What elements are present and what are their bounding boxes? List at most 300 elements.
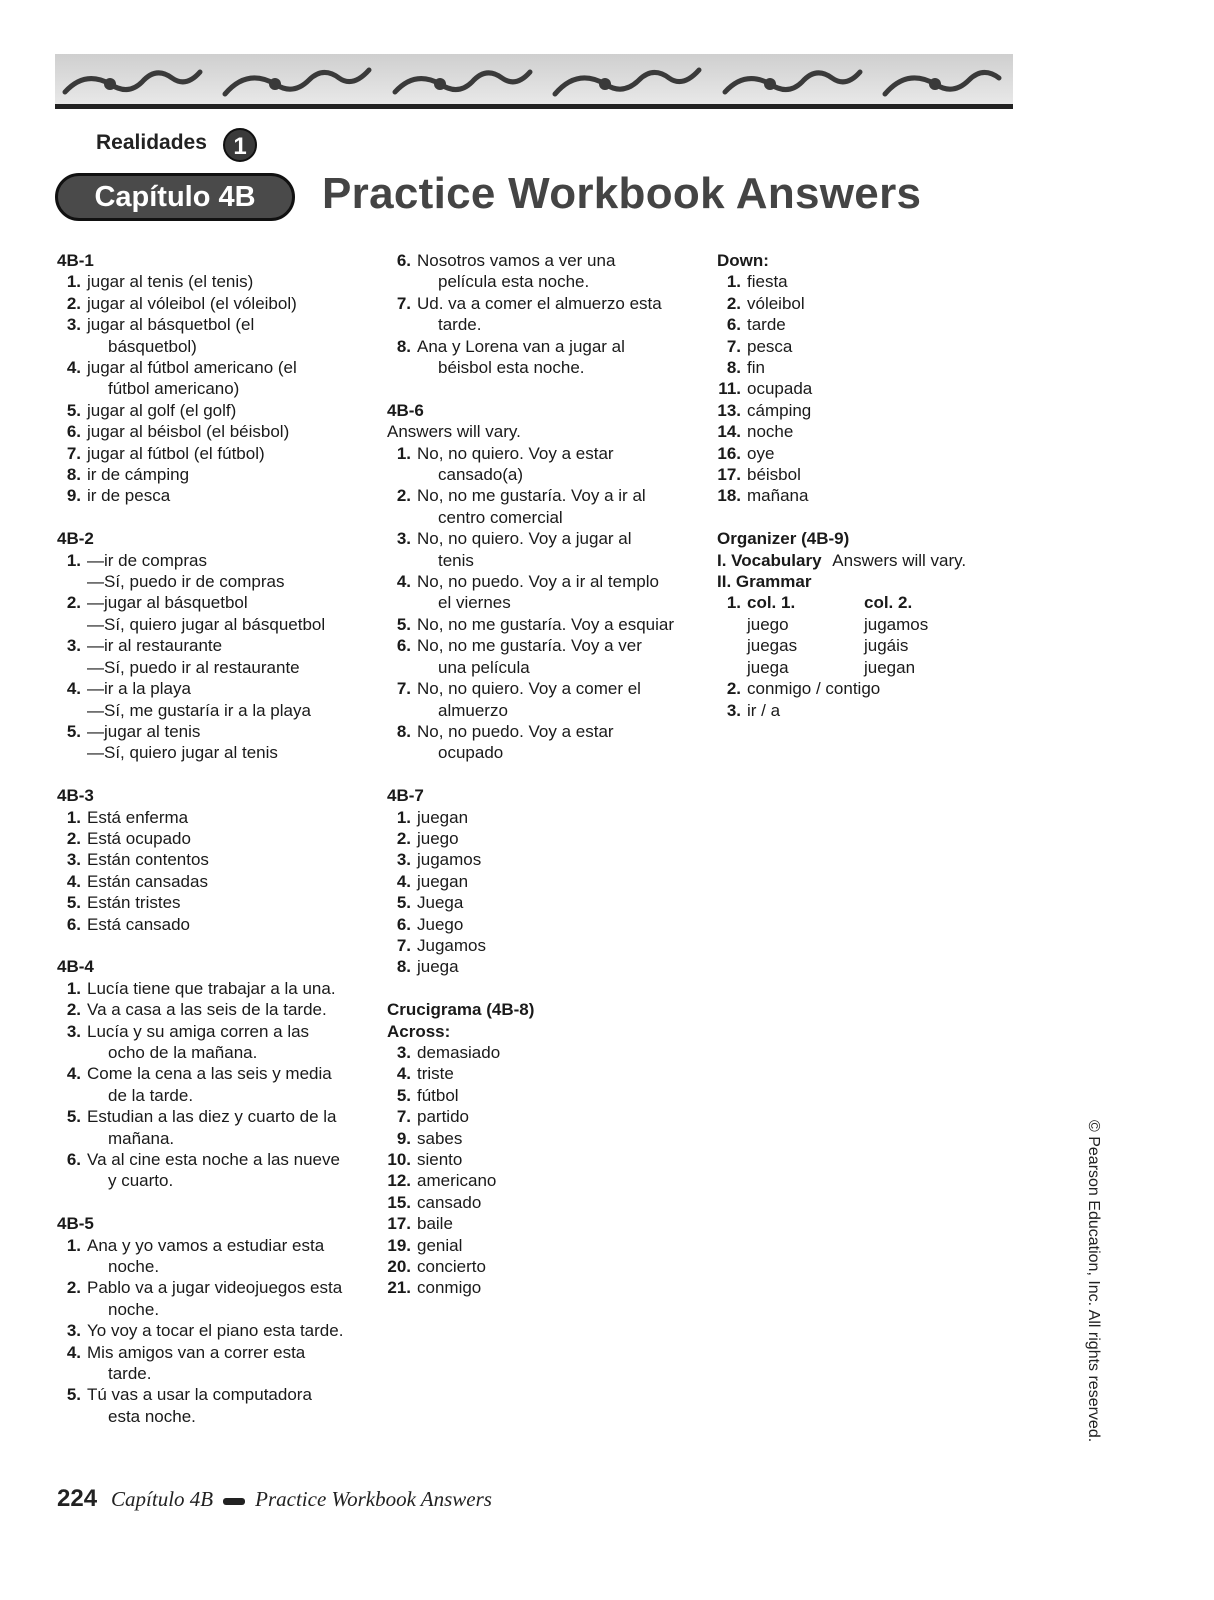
section-organizer (717, 528, 1017, 721)
item-line: Están tristes (87, 893, 181, 913)
item-line: jugar al golf (el golf) (87, 400, 237, 420)
item-line: genial (417, 1235, 463, 1255)
item-line: —Sí, quiero jugar al tenis (87, 743, 278, 763)
item-number: 5. (396, 893, 411, 913)
item-line: fútbol (417, 1085, 459, 1105)
item-number: 15. (387, 1192, 411, 1212)
list-item (717, 421, 1017, 442)
list-item (717, 314, 1017, 335)
item-line: Mis amigos van a correr esta (87, 1342, 306, 1362)
section-heading: 4B-6 (387, 400, 424, 420)
conjugation-col-1: juego (747, 614, 789, 634)
item-line: juega (417, 957, 459, 977)
item-line: Pablo va a jugar videojuegos esta (87, 1278, 343, 1298)
item-line: Lucía tiene que trabajar a la una. (87, 978, 336, 998)
item-number: 1. (66, 978, 81, 998)
vocabulary-label: I. Vocabulary (717, 550, 822, 570)
copyright-notice (1084, 1120, 1104, 1443)
item-line: jugar al fútbol americano (el (87, 358, 297, 378)
answer-list (717, 271, 1017, 506)
item-line: ocho de la mañana. (108, 1042, 258, 1062)
item-number: 10. (387, 1150, 411, 1170)
answer-section (387, 400, 707, 764)
item-number: 1. (396, 807, 411, 827)
item-number: 2. (66, 593, 81, 613)
list-item (717, 485, 1017, 506)
item-number: 1. (66, 1235, 81, 1255)
item-line: noche. (108, 1299, 160, 1319)
list-item (387, 828, 707, 849)
chapter-label: Capítulo 4B (55, 173, 295, 221)
item-line: básquetbol) (108, 336, 197, 356)
item-line: pesca (747, 336, 793, 356)
list-item (57, 1149, 357, 1192)
list-item (57, 1063, 357, 1106)
item-line: americano (417, 1171, 497, 1191)
list-item (387, 1192, 707, 1213)
item-line: fin (747, 358, 765, 378)
item-number: 1. (66, 807, 81, 827)
conjugation-col-2: jugáis (864, 636, 909, 656)
item-number: 1. (66, 550, 81, 570)
item-line: concierto (417, 1257, 486, 1277)
item-line: demasiado (417, 1042, 501, 1062)
list-item (387, 1085, 707, 1106)
item-number: 3. (66, 1021, 81, 1041)
list-item (387, 956, 707, 977)
item-line: Ana y Lorena van a jugar al (417, 336, 625, 356)
section-note: Answers will vary. (387, 422, 521, 442)
item-number: 5. (66, 721, 81, 741)
item-number: 8. (396, 721, 411, 741)
item-number: 3. (396, 1042, 411, 1062)
item-number: 9. (66, 486, 81, 506)
item-line: de la tarde. (108, 1085, 194, 1105)
item-number: 8. (726, 358, 741, 378)
section-heading: 4B-1 (57, 251, 94, 270)
list-item (387, 485, 707, 528)
item-line: mañana. (108, 1128, 175, 1148)
item-number: 7. (396, 293, 411, 313)
list-item (57, 293, 357, 314)
item-line: —jugar al básquetbol (87, 593, 248, 613)
level-badge: 1 (223, 128, 257, 162)
item-line: Nosotros vamos a ver una (417, 251, 616, 270)
conjugation-col-2: jugamos (864, 614, 929, 634)
list-item (387, 849, 707, 870)
list-item (57, 592, 357, 635)
item-number: 7. (66, 443, 81, 463)
item-line: partido (417, 1107, 469, 1127)
section-heading: 4B-4 (57, 957, 94, 977)
list-item (717, 293, 1017, 314)
item-number: 4. (66, 1342, 81, 1362)
item-line: tarde. (108, 1364, 152, 1384)
item-line: sabes (417, 1128, 463, 1148)
list-item (57, 1320, 357, 1341)
list-item (57, 485, 357, 506)
list-item (387, 1235, 707, 1256)
list-item (387, 1042, 707, 1063)
item-number: 4. (396, 871, 411, 891)
list-item (717, 378, 1017, 399)
item-line: almuerzo (438, 700, 508, 720)
item-number: 3. (396, 850, 411, 870)
list-item (387, 1213, 707, 1234)
item-number: 4. (66, 679, 81, 699)
item-line: tarde (747, 315, 786, 335)
item-line: Ana y yo vamos a estudiar esta (87, 1235, 325, 1255)
item-line: —Sí, puedo ir al restaurante (87, 657, 300, 677)
item-line: ir de cámping (87, 465, 190, 485)
item-number: 2. (396, 828, 411, 848)
item-line: noche (747, 422, 794, 442)
item-line: película esta noche. (438, 272, 590, 292)
list-item (387, 250, 707, 293)
item-number: 6. (396, 636, 411, 656)
item-number: 3. (66, 315, 81, 335)
item-line: triste (417, 1064, 454, 1084)
item-number: 6. (66, 422, 81, 442)
section-heading: Down: (717, 251, 769, 270)
item-line: No, no quiero. Voy a comer el (417, 679, 641, 699)
item-number: 6. (66, 914, 81, 934)
list-item (387, 528, 707, 571)
item-line: jugar al básquetbol (el (87, 315, 255, 335)
item-number: 6. (66, 1150, 81, 1170)
item-line: Juego (417, 914, 464, 934)
list-item (57, 464, 357, 485)
conjugation-col-2: juegan (864, 657, 916, 677)
item-line: No, no me gustaría. Voy a esquiar (417, 614, 675, 634)
item-line: Yo voy a tocar el piano esta tarde. (87, 1321, 344, 1341)
item-line: No, no quiero. Voy a jugar al (417, 529, 632, 549)
footer-chapter: Capítulo 4B (111, 1487, 214, 1511)
item-number: 7. (396, 679, 411, 699)
item-line: —Sí, puedo ir de compras (87, 572, 285, 592)
item-number: 3. (66, 636, 81, 656)
item-number: 8. (66, 465, 81, 485)
item-number: 3. (396, 529, 411, 549)
item-text: conmigo / contigo (747, 679, 881, 699)
list-item (387, 914, 707, 935)
item-line: ir de pesca (87, 486, 171, 506)
item-line: Come la cena a las seis y media (87, 1064, 332, 1084)
item-number: 2. (66, 293, 81, 313)
page-footer (57, 1485, 492, 1513)
answer-section (387, 785, 707, 978)
item-number: 1. (726, 593, 741, 613)
item-number: 17. (387, 1214, 411, 1234)
item-number: 20. (387, 1257, 411, 1277)
item-number: 5. (396, 1085, 411, 1105)
item-number: 1. (396, 443, 411, 463)
answer-section (387, 250, 707, 378)
list-item (57, 357, 357, 400)
item-line: Está enferma (87, 807, 189, 827)
list-item (387, 571, 707, 614)
series-name: Realidades (96, 131, 207, 154)
list-item (387, 635, 707, 678)
answer-section (57, 250, 357, 507)
item-line: No, no me gustaría. Voy a ir al (417, 486, 646, 506)
section-heading: 4B-5 (57, 1214, 94, 1234)
grammar-item (717, 678, 1017, 699)
vocabulary-row (717, 550, 1017, 571)
list-item (387, 1128, 707, 1149)
item-line: No, no puedo. Voy a estar (417, 721, 614, 741)
list-item (717, 336, 1017, 357)
item-line: fútbol americano) (108, 379, 240, 399)
item-line: una película (438, 657, 530, 677)
conjugation-row (717, 635, 1017, 656)
item-line: béisbol (747, 465, 801, 485)
list-item (57, 892, 357, 913)
grammar-label: II. Grammar (717, 572, 812, 592)
conjugation-col-1: juega (747, 657, 789, 677)
list-item (387, 1063, 707, 1084)
item-line: Tú vas a usar la computadora (87, 1385, 312, 1405)
item-line: fiesta (747, 272, 788, 292)
item-line: noche. (108, 1257, 160, 1277)
list-item (57, 978, 357, 999)
item-number: 5. (66, 893, 81, 913)
item-number: 4. (396, 1064, 411, 1084)
list-item (387, 871, 707, 892)
item-number: 6. (726, 315, 741, 335)
section-heading: 4B-2 (57, 529, 94, 549)
list-item (387, 443, 707, 486)
section-heading: 4B-3 (57, 786, 94, 806)
item-line: Estudian a las diez y cuarto de la (87, 1107, 337, 1127)
item-number: 21. (387, 1278, 411, 1298)
list-item (717, 357, 1017, 378)
item-line: jugamos (417, 850, 482, 870)
list-item (57, 871, 357, 892)
item-number: 2. (396, 486, 411, 506)
item-number: 18. (717, 486, 741, 506)
list-item (387, 336, 707, 379)
grammar-item (717, 700, 1017, 721)
vocabulary-note: Answers will vary. (832, 550, 967, 570)
item-line: oye (747, 443, 775, 463)
item-line: No, no quiero. Voy a estar (417, 443, 614, 463)
item-line: jugar al vóleibol (el vóleibol) (87, 293, 297, 313)
section-heading: 4B-7 (387, 786, 424, 806)
answer-section (57, 785, 357, 935)
list-item (387, 1149, 707, 1170)
list-item (57, 678, 357, 721)
list-item (57, 721, 357, 764)
list-item (57, 1277, 357, 1320)
column-1-heading: col. 1. (747, 593, 796, 613)
item-number: 5. (66, 1107, 81, 1127)
item-line: —ir al restaurante (87, 636, 223, 656)
item-line: Jugamos (417, 935, 486, 955)
item-line: Juega (417, 893, 464, 913)
list-item (57, 828, 357, 849)
section-down (717, 250, 1017, 507)
page-title: Practice Workbook Answers (322, 169, 922, 218)
item-line: —ir de compras (87, 550, 207, 570)
item-number: 17. (717, 465, 741, 485)
list-item (387, 1106, 707, 1127)
item-number: 7. (396, 1107, 411, 1127)
item-line: Va al cine esta noche a las nueve (87, 1150, 340, 1170)
list-item (387, 721, 707, 764)
item-number: 13. (717, 400, 741, 420)
item-line: baile (417, 1214, 453, 1234)
item-number: 9. (396, 1128, 411, 1148)
item-number: 3. (726, 700, 741, 720)
list-item (57, 443, 357, 464)
item-number: 1. (726, 272, 741, 292)
item-text: ir / a (747, 700, 781, 720)
item-line: tarde. (438, 315, 482, 335)
item-line: Está cansado (87, 914, 191, 934)
item-number: 14. (717, 422, 741, 442)
decorative-banner (55, 54, 1013, 116)
item-line: ocupado (438, 743, 504, 763)
list-item (57, 849, 357, 870)
conjugation-col-1: juegas (747, 636, 798, 656)
list-item (57, 1342, 357, 1385)
item-line: jugar al tenis (el tenis) (87, 272, 254, 292)
item-line: centro comercial (438, 507, 563, 527)
section-heading: Crucigrama (4B-8) (387, 1000, 535, 1020)
list-item (717, 271, 1017, 292)
answers-column-2 (387, 250, 707, 1320)
list-item (387, 807, 707, 828)
item-line: Están contentos (87, 850, 209, 870)
list-item (57, 1106, 357, 1149)
item-line: —ir a la playa (87, 679, 191, 699)
item-number: 7. (726, 336, 741, 356)
item-number: 8. (396, 336, 411, 356)
item-line: jugar al fútbol (el fútbol) (87, 443, 265, 463)
item-line: mañana (747, 486, 809, 506)
item-line: cansado(a) (438, 465, 524, 485)
answers-column-3 (717, 250, 1017, 742)
item-line: vóleibol (747, 293, 805, 313)
item-line: Está ocupado (87, 828, 191, 848)
item-number: 11. (718, 379, 741, 399)
item-number: 2. (726, 293, 741, 313)
list-item (57, 999, 357, 1020)
list-item (57, 635, 357, 678)
item-number: 6. (396, 251, 411, 270)
conjugation-row (717, 614, 1017, 635)
item-line: cámping (747, 400, 812, 420)
item-number: 7. (396, 935, 411, 955)
item-number: 8. (396, 957, 411, 977)
item-line: Están cansadas (87, 871, 208, 891)
item-line: siento (417, 1150, 463, 1170)
item-line: —jugar al tenis (87, 721, 201, 741)
footer-title: Practice Workbook Answers (255, 1487, 492, 1511)
footer-separator (223, 1498, 245, 1505)
item-number: 4. (66, 1064, 81, 1084)
item-line: No, no puedo. Voy a ir al templo (417, 572, 659, 592)
item-line: esta noche. (108, 1406, 196, 1426)
item-line: juegan (417, 807, 469, 827)
item-line: tenis (438, 550, 474, 570)
list-item (717, 464, 1017, 485)
item-line: y cuarto. (108, 1171, 174, 1191)
list-item (387, 935, 707, 956)
list-item (387, 1277, 707, 1298)
section-heading: Organizer (4B-9) (717, 529, 850, 549)
item-number: 16. (717, 443, 741, 463)
list-item (57, 1384, 357, 1427)
item-line: No, no me gustaría. Voy a ver (417, 636, 642, 656)
item-number: 3. (66, 850, 81, 870)
list-item (57, 400, 357, 421)
answers-column-1 (57, 250, 357, 1449)
item-number: 5. (66, 400, 81, 420)
item-line: el viernes (438, 593, 511, 613)
item-line: jugar al béisbol (el béisbol) (87, 422, 290, 442)
item-line: Lucía y su amiga corren a las (87, 1021, 310, 1041)
list-item (387, 1170, 707, 1191)
section-subheading: Across: (387, 1021, 451, 1041)
list-item (387, 678, 707, 721)
grammar-item (717, 592, 1017, 613)
item-line: cansado (417, 1192, 482, 1212)
answer-section (57, 956, 357, 1191)
list-item (387, 892, 707, 913)
item-number: 3. (66, 1321, 81, 1341)
item-line: juegan (417, 871, 469, 891)
copyright-text: © Pearson Education, Inc. All rights reserved. (1085, 1120, 1102, 1443)
list-item (717, 400, 1017, 421)
answer-section (57, 1213, 357, 1427)
item-line: juego (417, 828, 459, 848)
item-number: 2. (66, 1000, 81, 1020)
item-line: —Sí, quiero jugar al básquetbol (87, 614, 326, 634)
page-number: 224 (57, 1485, 98, 1512)
item-number: 6. (396, 914, 411, 934)
conjugation-table (717, 614, 1017, 678)
item-line: béisbol esta noche. (438, 358, 585, 378)
list-item (387, 614, 707, 635)
item-number: 2. (66, 1278, 81, 1298)
list-item (57, 271, 357, 292)
list-item (57, 807, 357, 828)
item-line: ocupada (747, 379, 813, 399)
list-item (57, 421, 357, 442)
answer-section (57, 528, 357, 763)
item-line: conmigo (417, 1278, 482, 1298)
list-item (387, 1256, 707, 1277)
list-item (57, 550, 357, 593)
item-number: 2. (726, 679, 741, 699)
list-item (57, 914, 357, 935)
conjugation-row (717, 657, 1017, 678)
item-number: 4. (66, 871, 81, 891)
item-number: 2. (66, 828, 81, 848)
item-number: 1. (66, 272, 81, 292)
item-line: Ud. va a comer el almuerzo esta (417, 293, 662, 313)
item-number: 4. (66, 358, 81, 378)
item-number: 4. (396, 572, 411, 592)
item-number: 5. (66, 1385, 81, 1405)
list-item (387, 293, 707, 336)
list-item (57, 1021, 357, 1064)
list-item (717, 443, 1017, 464)
item-number: 5. (396, 614, 411, 634)
answer-section (387, 999, 707, 1299)
